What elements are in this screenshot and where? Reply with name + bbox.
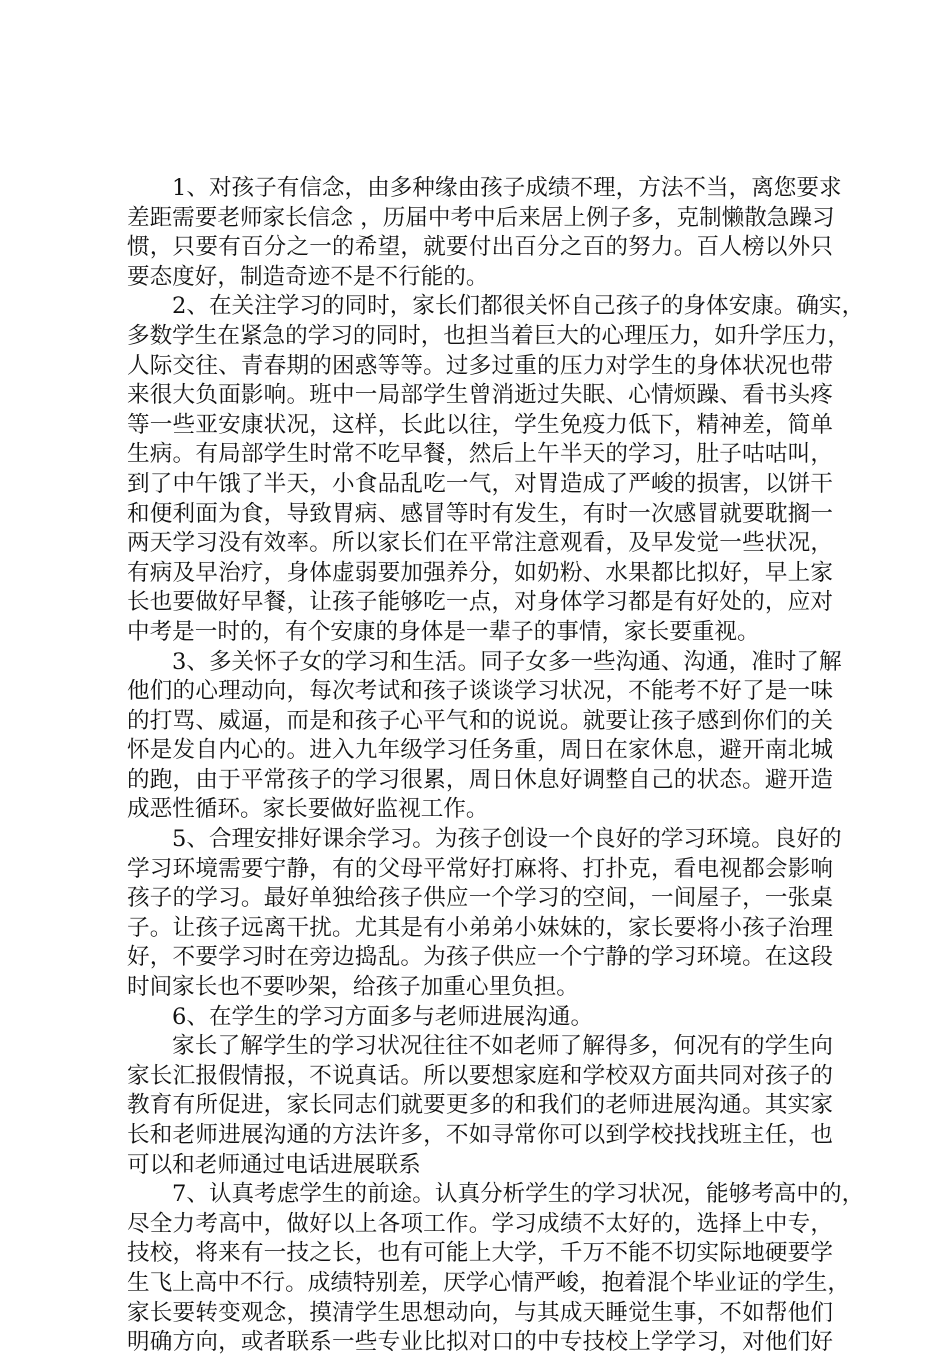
text-line: 怀是发自内心的。进入九年级学习任务重，周日在家休息，避开南北城: [127, 737, 833, 764]
text-line: 惯，只要有百分之一的希望，就要付出百分之百的努力。百人榜以外只: [127, 234, 833, 261]
text-line: 的打骂、威逼，而是和孩子心平气和的说说。就要让孩子感到你们的关: [127, 707, 833, 734]
text-line: 孩子的学习。最好单独给孩子供应一个学习的空间，一间屋子，一张桌: [127, 885, 833, 912]
text-line: 差距需要老师家长信念 ，历届中考中后来居上例子多，克制懒散急躁习: [127, 204, 835, 231]
text-line: 尽全力考高中，做好以上各项工作。学习成绩不太好的，选择上中专，: [127, 1210, 833, 1237]
text-line: 生病。有局部学生时常不吃早餐，然后上午半天的学习，肚子咕咕叫，: [127, 441, 833, 468]
text-line: 7、认真考虑学生的前途。认真分析学生的学习状况，能够考高中的，: [172, 1181, 865, 1208]
text-line: 教育有所促进，家长同志们就要更多的和我们的老师进展沟通。其实家: [127, 1092, 833, 1119]
text-line: 可以和老师通过电话进展联系: [127, 1151, 421, 1178]
text-line: 1、对孩子有信念，由多种缘由孩子成绩不理，方法不当，离您要求: [172, 175, 842, 201]
text-line: 到了中午饿了半天，小食品乱吃一气，对胃造成了严峻的损害，以饼干: [127, 470, 833, 497]
text-line: 家长汇报假情报，不说真话。所以要想家庭和学校双方面共同对孩子的: [127, 1062, 833, 1089]
text-line: 他们的心理动向，每次考试和孩子谈谈学习状况，不能考不好了是一味: [127, 678, 833, 705]
text-line: 来很大负面影响。班中一局部学生曾消逝过失眠、心情烦躁、看书头疼: [127, 382, 833, 409]
text-line: 要态度好，制造奇迹不是不行能的。: [127, 263, 489, 290]
text-line: 多数学生在紧急的学习的同时，也担当着巨大的心理压力，如升学压力，: [127, 322, 850, 349]
text-line: 家长要转变观念，摸清学生思想动向，与其成天睡觉生事，不如帮他们: [127, 1299, 833, 1326]
text-line: 学习环境需要宁静，有的父母平常好打麻将、打扑克，看电视都会影响: [127, 855, 833, 882]
text-line: 技校，将来有一技之长，也有可能上大学，千万不能不切实际地硬要学: [127, 1240, 833, 1267]
text-line: 好，不要学习时在旁边捣乱。为孩子供应一个宁静的学习环境。在这段: [127, 944, 833, 971]
text-line: 长也要做好早餐，让孩子能够吃一点，对身体学习都是有好处的，应对: [127, 589, 833, 616]
text-line: 明确方向，或者联系一些专业比拟对口的中专技校上学学习，对他们好: [127, 1329, 833, 1356]
document-body: [127, 174, 865, 1358]
text-line: 和便利面为食，导致胃病、感冒等时有发生，有时一次感冒就要耽搁一: [127, 500, 833, 527]
text-line: 2、在关注学习的同时，家长们都很关怀自己孩子的身体安康。确实，: [172, 293, 865, 320]
text-line: 的跑，由于平常孩子的学习很累，周日休息好调整自己的状态。避开造: [127, 766, 833, 793]
text-line: 长和老师进展沟通的方法许多，不如寻常你可以到学校找找班主任，也: [127, 1122, 833, 1148]
text-line: 人际交往、青春期的困惑等等。过多过重的压力对学生的身体状况也带: [127, 352, 833, 379]
text-line: 5、合理安排好课余学习。为孩子创设一个良好的学习环境。良好的: [172, 826, 842, 853]
text-line: 生飞上高中不行。成绩特别差，厌学心情严峻，抱着混个毕业证的学生，: [127, 1269, 850, 1296]
text-line: 3、多关怀子女的学习和生活。同子女多一些沟通、沟通，准时了解: [172, 648, 842, 675]
text-line: 时间家长也不要吵架，给孩子加重心里负担。: [127, 974, 579, 1001]
text-line: 6、在学生的学习方面多与老师进展沟通。: [172, 1003, 594, 1030]
text-line: 有病及早治疗，身体虚弱要加强养分，如奶粉、水果都比拟好，早上家: [127, 559, 833, 586]
text-line: 中考是一时的，有个安康的身体是一辈子的事情，家长要重视。: [127, 618, 760, 645]
text-line: 子。让孩子远离干扰。尤其是有小弟弟小妹妹的，家长要将小孩子治理: [127, 914, 833, 941]
text-line: 两天学习没有效率。所以家长们在平常注意观看，及早发觉一些状况，: [127, 530, 833, 557]
text-line: 等一些亚安康状况，这样，长此以往，学生免疫力低下，精神差，简单: [127, 411, 833, 438]
text-line: 成恶性循环。家长要做好监视工作。: [127, 796, 489, 823]
text-line: 家长了解学生的学习状况往往不如老师了解得多，何况有的学生向: [172, 1033, 833, 1060]
